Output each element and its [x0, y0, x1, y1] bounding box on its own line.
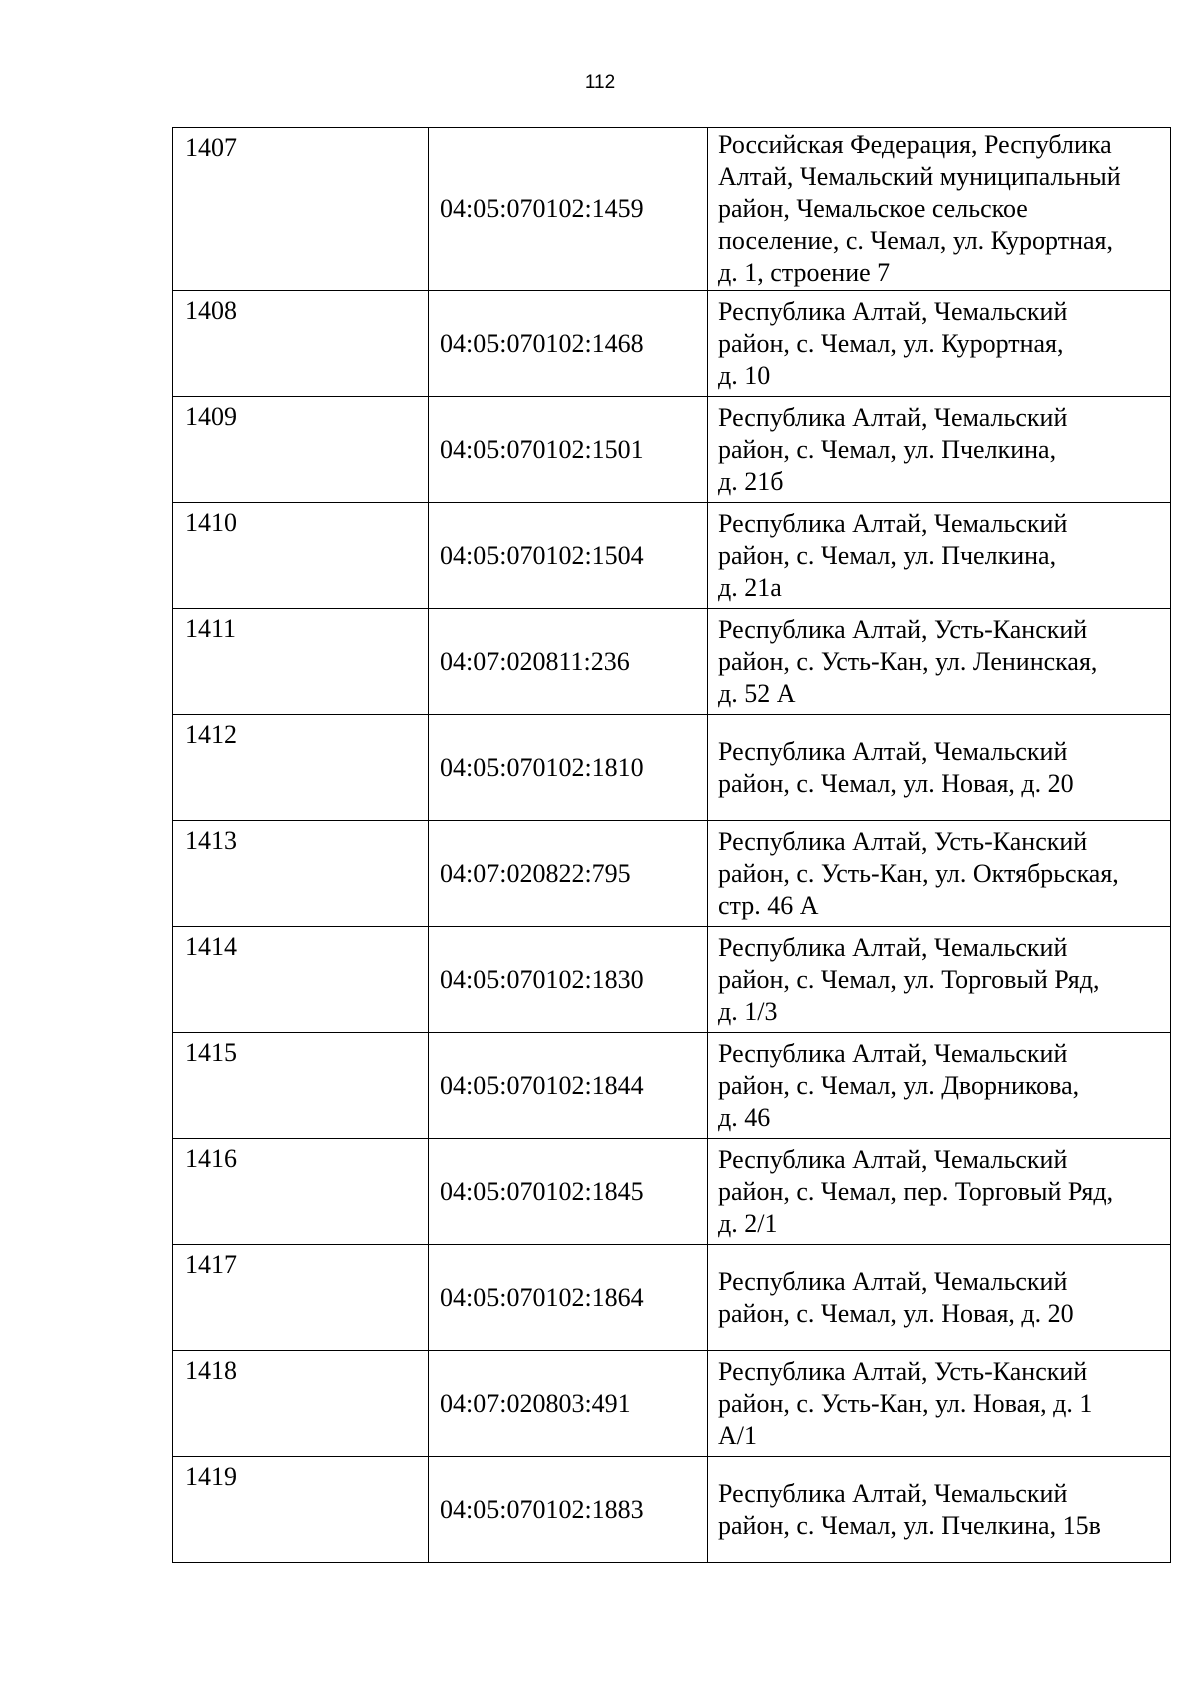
address-line: район, с. Чемал, ул. Курортная, [718, 328, 1064, 358]
address-line: Республика Алтай, Чемальский [718, 1478, 1068, 1508]
row-number-cell: 1408 [173, 291, 429, 397]
row-number-cell: 1410 [173, 503, 429, 609]
table-row [173, 291, 1171, 397]
address-cell [708, 715, 1171, 821]
address-cell [708, 609, 1171, 715]
row-number-cell: 1413 [173, 821, 429, 927]
row-number-cell: 1416 [173, 1139, 429, 1245]
row-number-cell: 1419 [173, 1457, 429, 1563]
table-row [173, 609, 1171, 715]
address-cell [708, 397, 1171, 503]
registry-table [172, 127, 1171, 1563]
cadastral-number-cell: 04:05:070102:1845 [429, 1139, 708, 1245]
table-row [173, 1245, 1171, 1351]
address-line: А/1 [718, 1420, 757, 1450]
address-line: район, с. Чемал, ул. Новая, д. 20 [718, 768, 1074, 798]
address-line: Республика Алтай, Чемальский [718, 1038, 1068, 1068]
address-line: район, Чемальское сельское [718, 194, 1028, 223]
cadastral-number-cell: 04:05:070102:1810 [429, 715, 708, 821]
address-line: Республика Алтай, Усть-Канский [718, 614, 1088, 644]
table-row [173, 715, 1171, 821]
row-number-cell: 1418 [173, 1351, 429, 1457]
address-line: район, с. Чемал, ул. Торговый Ряд, [718, 964, 1100, 994]
address-cell [708, 1351, 1171, 1457]
address-line: Республика Алтай, Усть-Канский [718, 1356, 1088, 1386]
table-row [173, 128, 1171, 291]
address-cell [708, 927, 1171, 1033]
cadastral-number-cell: 04:05:070102:1504 [429, 503, 708, 609]
registry-table-body [173, 128, 1171, 1563]
address-line: район, с. Усть-Кан, ул. Новая, д. 1 [718, 1388, 1093, 1418]
address-cell [708, 821, 1171, 927]
cadastral-number-cell: 04:07:020803:491 [429, 1351, 708, 1457]
address-line: д. 21а [718, 572, 782, 602]
table-row [173, 927, 1171, 1033]
cadastral-number-cell: 04:05:070102:1830 [429, 927, 708, 1033]
address-line: д. 2/1 [718, 1208, 778, 1238]
address-line: Республика Алтай, Усть-Канский [718, 826, 1088, 856]
row-number-cell: 1414 [173, 927, 429, 1033]
address-cell [708, 291, 1171, 397]
cadastral-number-cell: 04:05:070102:1864 [429, 1245, 708, 1351]
address-line: Республика Алтай, Чемальский [718, 296, 1068, 326]
address-line: Алтай, Чемальский муниципальный [718, 162, 1121, 191]
table-row [173, 1139, 1171, 1245]
address-cell [708, 503, 1171, 609]
address-line: Республика Алтай, Чемальский [718, 1266, 1068, 1296]
row-number-cell: 1417 [173, 1245, 429, 1351]
address-line: Республика Алтай, Чемальский [718, 508, 1068, 538]
address-line: район, с. Чемал, пер. Торговый Ряд, [718, 1176, 1114, 1206]
address-line: Республика Алтай, Чемальский [718, 402, 1068, 432]
cadastral-number-cell: 04:05:070102:1501 [429, 397, 708, 503]
table-row [173, 1351, 1171, 1457]
row-number-cell: 1409 [173, 397, 429, 503]
address-line: район, с. Чемал, ул. Пчелкина, [718, 540, 1057, 570]
row-number-cell: 1407 [173, 128, 429, 291]
address-line: Республика Алтай, Чемальский [718, 1144, 1068, 1174]
address-line: район, с. Чемал, ул. Дворникова, [718, 1070, 1080, 1100]
row-number-cell: 1415 [173, 1033, 429, 1139]
address-line: район, с. Чемал, ул. Новая, д. 20 [718, 1298, 1074, 1328]
address-line: д. 1, строение 7 [718, 258, 891, 287]
address-line: д. 21б [718, 466, 784, 496]
cadastral-number-cell: 04:05:070102:1468 [429, 291, 708, 397]
table-row [173, 397, 1171, 503]
table-row [173, 1457, 1171, 1563]
cadastral-number-cell: 04:05:070102:1883 [429, 1457, 708, 1563]
address-line: д. 52 А [718, 678, 796, 708]
cadastral-number-cell: 04:07:020822:795 [429, 821, 708, 927]
address-cell [708, 128, 1171, 291]
cadastral-number-cell: 04:07:020811:236 [429, 609, 708, 715]
address-line: поселение, с. Чемал, ул. Курортная, [718, 226, 1113, 255]
table-row [173, 1033, 1171, 1139]
address-cell [708, 1245, 1171, 1351]
address-cell [708, 1033, 1171, 1139]
page-number: 112 [584, 72, 616, 93]
address-line: Российская Федерация, Республика [718, 130, 1112, 159]
row-number-cell: 1411 [173, 609, 429, 715]
table-row [173, 821, 1171, 927]
address-line: д. 46 [718, 1102, 771, 1132]
address-line: Республика Алтай, Чемальский [718, 736, 1068, 766]
address-line: стр. 46 А [718, 890, 819, 920]
address-line: район, с. Усть-Кан, ул. Октябрьская, [718, 858, 1119, 888]
address-line: район, с. Усть-Кан, ул. Ленинская, [718, 646, 1098, 676]
table-row [173, 503, 1171, 609]
address-cell [708, 1139, 1171, 1245]
address-line: д. 10 [718, 360, 771, 390]
address-line: район, с. Чемал, ул. Пчелкина, [718, 434, 1057, 464]
address-line: д. 1/3 [718, 996, 778, 1026]
address-line: район, с. Чемал, ул. Пчелкина, 15в [718, 1510, 1101, 1540]
row-number-cell: 1412 [173, 715, 429, 821]
address-line: Республика Алтай, Чемальский [718, 932, 1068, 962]
address-cell [708, 1457, 1171, 1563]
cadastral-number-cell: 04:05:070102:1844 [429, 1033, 708, 1139]
cadastral-number-cell: 04:05:070102:1459 [429, 128, 708, 291]
